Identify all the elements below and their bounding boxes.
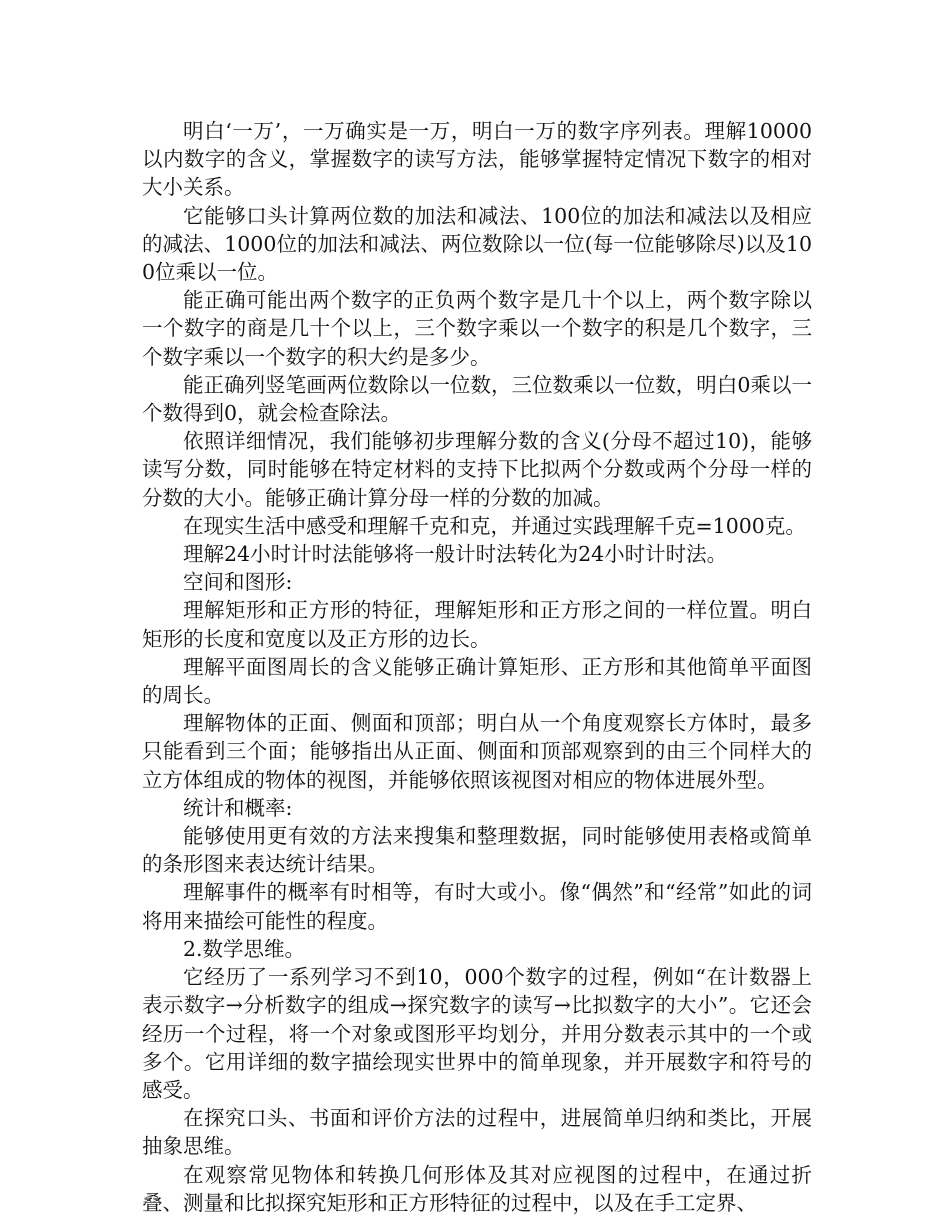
paragraph-place-value: 明白‘一万’，一万确实是一万，明白一万的数字序列表。理解10000以内数字的含义，掌握数字的读写方法，能够掌握特定情况下数字的相对大小关系。 [142,119,812,200]
paragraph-fractions: 依照详细情况，我们能够初步理解分数的含义(分母不超过10)，能够读写分数，同时能够在特定材料的支持下比拟两个分数或两个分母一样的分数的大小。能够正确计算分母一样的分数的加减。 [142,429,812,510]
paragraph-written-division: 能正确列竖笔画两位数除以一位数，三位数乘以一位数，明白0乘以一个数得到0，就会检查除法。 [142,372,812,426]
paragraph-kilogram-gram: 在现实生活中感受和理解千克和克，并通过实践理解千克=1000克。 [183,513,806,538]
paragraph-24-hour-time: 理解24小时计时法能够将一般计时法转化为24小时计时法。 [183,542,728,567]
paragraph-probability: 理解事件的概率有时相等，有时大或小。像“偶然”和“经常”如此的词将用来描绘可能性的程度。 [142,880,812,933]
document-page [142,117,812,1217]
paragraph-data-collection: 能够使用更有效的方法来搜集和整理数据，同时能够使用表格或简单的条形图来表达统计结果。 [142,824,812,877]
section-heading-math-thinking: 2.数学思维。 [183,936,306,961]
paragraph-spatial-thinking: 在观察常见物体和转换几何形体及其对应视图的过程中，在通过折叠、测量和比拟探究矩形和正方形特征的过程中，以及在手工定界、 [142,1162,812,1215]
section-heading-statistics: 统计和概率: [183,795,293,820]
paragraph-estimation: 能正确可能出两个数字的正负两个数字是几十个以上，两个数字除以一个数字的商是几十个以上，三个数字乘以一个数字的积是几个数字，三个数字乘以一个数字的积大约是多少。 [142,288,812,369]
section-heading-space-shape: 空间和图形: [183,570,293,595]
paragraph-views: 理解物体的正面、侧面和顶部；明白从一个角度观察长方体时，最多只能看到三个面；能够指出从正面、侧面和顶部观察到的由三个同样大的立方体组成的物体的视图，并能够依照该视图对相应的物体进展外型。 [142,711,812,792]
paragraph-number-sense: 它经历了一系列学习不到10，000个数字的过程，例如“在计数器上表示数字→分析数字的组成→探究数字的读写→比拟数字的大小”。它还会经历一个过程，将一个对象或图形平均划分，并用分数表示其中的一个或多个。它用详细的数字描绘现实世界中的简单现象，并开展数字和符号的感受。 [142,965,812,1102]
paragraph-rectangle-square: 理解矩形和正方形的特征，理解矩形和正方形之间的一样位置。明白矩形的长度和宽度以及正方形的边长。 [142,598,812,651]
paragraph-perimeter: 理解平面图周长的含义能够正确计算矩形、正方形和其他简单平面图的周长。 [142,654,812,708]
paragraph-mental-arithmetic: 它能够口头计算两位数的加法和减法、100位的加法和减法以及相应的减法、1000位的加法和减法、两位数除以一位(每一位能够除尽)以及100位乘以一位。 [142,203,812,285]
paragraph-abstract-thinking: 在探究口头、书面和评价方法的过程中，进展简单归纳和类比，开展抽象思维。 [142,1106,812,1159]
